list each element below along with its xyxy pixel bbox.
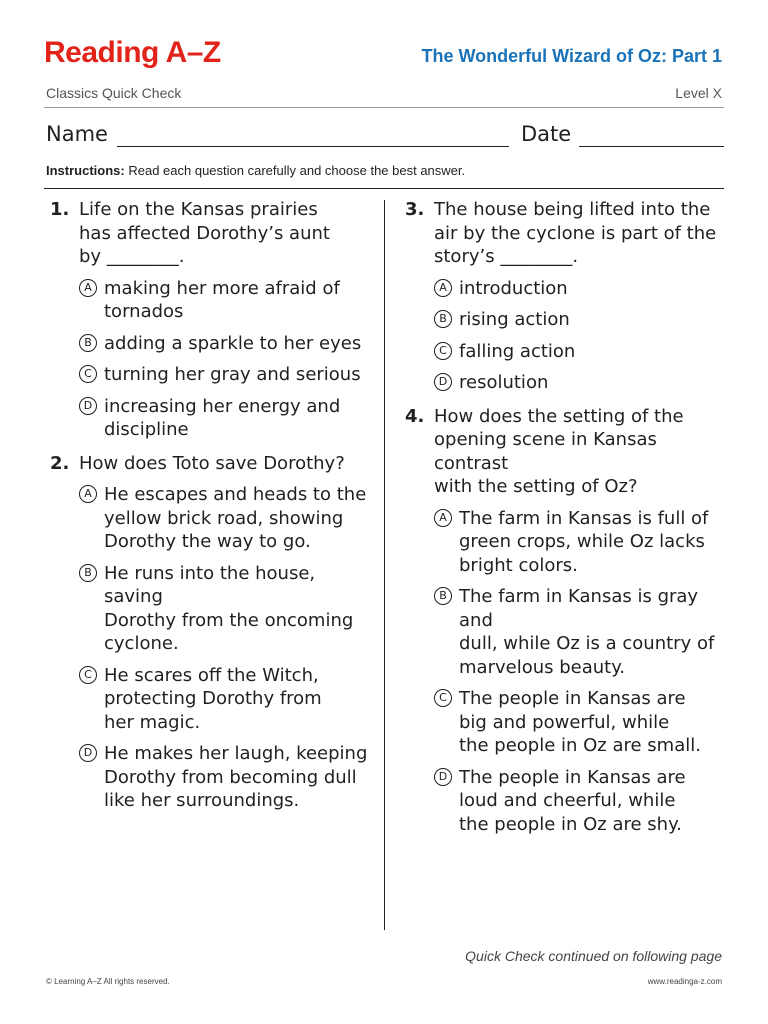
answer-bubble[interactable]: D — [434, 768, 452, 786]
answer-option-d[interactable] — [434, 766, 730, 837]
answer-option-a[interactable] — [434, 507, 730, 578]
answer-text: He makes her laugh, keeping Dorothy from becoming dull like her surroundings. — [104, 743, 368, 811]
website-link[interactable]: www.readinga-z.com — [647, 977, 722, 986]
answer-option-a[interactable] — [434, 277, 730, 301]
answer-bubble[interactable]: B — [434, 310, 452, 328]
instructions-divider — [44, 188, 724, 189]
instructions — [46, 162, 465, 180]
header-divider — [44, 107, 724, 108]
answer-bubble[interactable]: D — [79, 397, 97, 415]
answer-bubble[interactable]: C — [434, 342, 452, 360]
answer-bubble[interactable]: B — [79, 564, 97, 582]
question-number: 2. — [50, 452, 70, 474]
question-number: 4. — [405, 405, 425, 427]
level-label: Level X — [675, 85, 722, 101]
answer-text: turning her gray and serious — [104, 364, 361, 385]
answer-bubble[interactable]: C — [434, 689, 452, 707]
answer-text: He escapes and heads to the yellow brick road, showing Dorothy the way to go. — [104, 484, 367, 552]
answer-text: introduction — [459, 277, 568, 299]
answer-bubble[interactable]: B — [434, 587, 452, 605]
question-number: 3. — [405, 199, 425, 220]
answer-bubble[interactable]: A — [434, 509, 452, 527]
answer-text: falling action — [459, 340, 576, 362]
answer-bubble[interactable]: B — [79, 334, 97, 352]
answer-option-b[interactable] — [434, 308, 730, 332]
logo: Reading A–Z — [44, 36, 221, 69]
question-text: Life on the Kansas prairies has affected Dorothy’s aunt by ________. — [79, 199, 330, 267]
name-label: Name — [46, 122, 108, 146]
answer-option-b[interactable] — [79, 562, 375, 656]
answer-option-c[interactable] — [434, 687, 730, 758]
answer-text: The people in Kansas are big and powerful, while the people in Oz are small. — [459, 688, 701, 756]
answer-text: resolution — [459, 372, 549, 393]
answer-text: adding a sparkle to her eyes — [104, 332, 362, 354]
answer-text: The farm in Kansas is full of green crops, while Oz lacks bright colors. — [459, 507, 709, 576]
answer-bubble[interactable]: D — [79, 744, 97, 762]
question-text: How does the setting of the opening scene in Kansas contrast with the setting of Oz? — [434, 405, 684, 497]
answer-text: The people in Kansas are loud and cheerful, while the people in Oz are shy. — [459, 766, 686, 835]
answer-bubble[interactable]: D — [434, 373, 452, 391]
question-4 — [405, 405, 730, 837]
answer-option-b[interactable] — [79, 332, 375, 356]
question-number: 1. — [50, 199, 70, 220]
answer-bubble[interactable]: A — [79, 279, 97, 297]
answer-option-d[interactable] — [79, 395, 375, 442]
column-divider — [384, 200, 385, 930]
instructions-text: Read each question carefully and choose the best answer. — [124, 163, 466, 178]
document-subtitle: Classics Quick Check — [46, 85, 182, 101]
question-3 — [405, 198, 730, 395]
answer-text: He runs into the house, saving Dorothy from the oncoming cyclone. — [104, 562, 354, 654]
answer-option-b[interactable] — [434, 585, 730, 679]
name-field[interactable] — [117, 146, 509, 147]
answer-text: The farm in Kansas is gray and dull, while Oz is a country of marvelous beauty. — [459, 586, 715, 678]
right-column — [405, 198, 730, 846]
answer-option-d[interactable] — [434, 371, 730, 395]
answer-text: making her more afraid of tornados — [104, 277, 340, 322]
question-2 — [50, 452, 375, 813]
left-column — [50, 198, 375, 823]
answer-text: increasing her energy and discipline — [104, 395, 341, 440]
date-label: Date — [521, 122, 572, 146]
answer-text: He scares off the Witch, protecting Dorothy from her magic. — [104, 664, 322, 733]
answer-text: rising action — [459, 309, 570, 330]
instructions-label: Instructions: — [46, 163, 125, 178]
answer-option-c[interactable] — [434, 340, 730, 364]
answer-option-d[interactable] — [79, 742, 375, 813]
answer-option-a[interactable] — [79, 277, 375, 324]
answer-bubble[interactable]: C — [79, 666, 97, 684]
question-text: How does Toto save Dorothy? — [79, 452, 345, 474]
answer-option-c[interactable] — [79, 664, 375, 735]
copyright-notice: © Learning A–Z All rights reserved. — [46, 977, 170, 986]
answer-bubble[interactable]: A — [434, 279, 452, 297]
answer-option-c[interactable] — [79, 363, 375, 387]
question-1 — [50, 198, 375, 442]
answer-option-a[interactable] — [79, 483, 375, 554]
page-title: The Wonderful Wizard of Oz: Part 1 — [421, 46, 722, 66]
answer-bubble[interactable]: A — [79, 485, 97, 503]
date-field[interactable] — [579, 146, 724, 147]
answer-bubble[interactable]: C — [79, 365, 97, 383]
continued-note: Quick Check continued on following page — [465, 948, 722, 964]
question-text: The house being lifted into the air by the cyclone is part of the story’s ________. — [434, 199, 717, 267]
